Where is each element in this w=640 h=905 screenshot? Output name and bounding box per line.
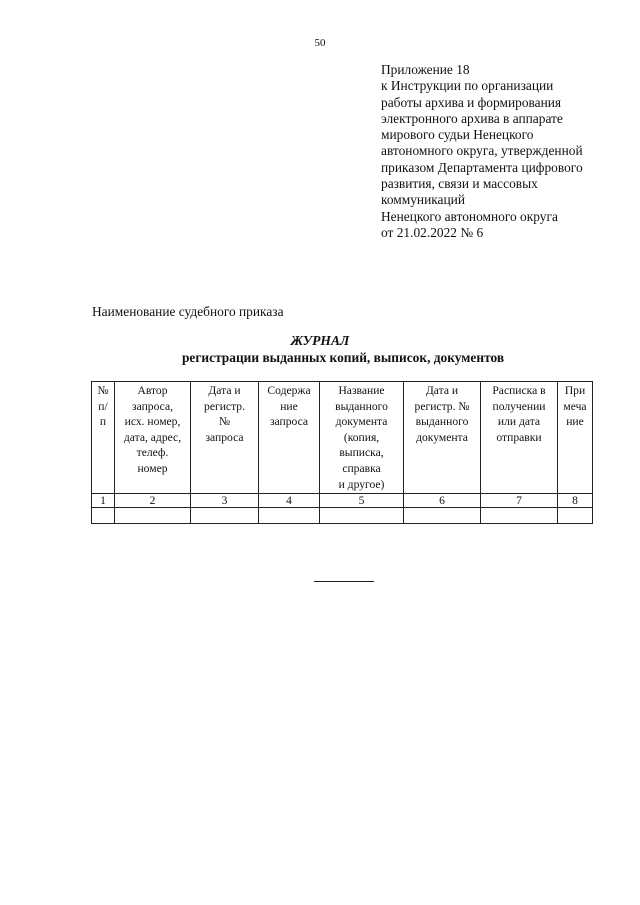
header-line: регистр. [204, 399, 245, 413]
header-line: ние [566, 415, 584, 429]
journal-table [91, 381, 593, 524]
header-line: № [218, 415, 231, 429]
appendix-line: коммуникаций [381, 192, 465, 208]
appendix-line: Приложение 18 [381, 62, 470, 77]
appendix-line: мирового судьи Ненецкого [381, 127, 534, 143]
header-cell-receipt [481, 382, 558, 494]
empty-cell [191, 508, 259, 524]
header-line: выданного [415, 415, 469, 429]
header-cell-issued-date [404, 382, 481, 494]
appendix-line: развития, связи и массовых [381, 176, 538, 192]
column-number-cell: 8 [558, 494, 593, 508]
header-line: и другое) [338, 477, 385, 491]
journal-subtitle: регистрации выданных копий, выписок, документов [181, 350, 505, 365]
header-line: или дата [497, 415, 541, 429]
appendix-line: электронного архива в аппарате [381, 110, 563, 126]
header-line: выписка, [339, 446, 384, 460]
header-cell-request-content [259, 382, 320, 494]
empty-cell [259, 508, 320, 524]
table-row [92, 508, 593, 524]
header-line: меча [563, 399, 587, 413]
header-cell-request-date [191, 382, 259, 494]
order-name-label: Наименование судебного приказа [92, 304, 284, 319]
empty-cell [558, 508, 593, 524]
header-line: ние [280, 399, 298, 413]
column-number-row [92, 494, 593, 508]
table-header-row [92, 382, 593, 494]
column-number-cell: 2 [115, 494, 191, 508]
header-line: № [97, 384, 109, 397]
appendix-line: приказом Департамента цифрового [381, 159, 583, 175]
header-cell-note [558, 382, 593, 494]
header-line: справка [342, 461, 381, 475]
empty-cell [404, 508, 481, 524]
empty-cell [481, 508, 558, 524]
header-line: запроса, [132, 399, 173, 413]
appendix-line: от 21.02.2022 № 6 [381, 224, 484, 240]
header-line: (копия, [343, 430, 380, 444]
journal-title: ЖУРНАЛ [290, 333, 350, 348]
header-cell-document-name [320, 382, 404, 494]
column-number-cell: 1 [92, 494, 115, 508]
page-number: 50 [314, 37, 326, 49]
header-line: запроса [269, 415, 309, 429]
header-line: документа [335, 415, 388, 429]
appendix-line: автономного округа, утвержденной [381, 143, 583, 159]
column-number-cell: 5 [320, 494, 404, 508]
header-line: п/ [98, 399, 108, 413]
empty-cell [92, 508, 115, 524]
appendix-line: к Инструкции по организации [381, 78, 554, 94]
header-line: получении [492, 399, 546, 413]
header-line: Содержа [267, 384, 311, 397]
empty-cell [320, 508, 404, 524]
appendix-approval-block [381, 62, 621, 241]
appendix-line: Ненецкого автономного округа [381, 208, 558, 224]
header-line: Дата и [425, 384, 459, 397]
header-line: телеф. [136, 446, 169, 460]
empty-cell [115, 508, 191, 524]
header-line: Автор [137, 384, 168, 397]
header-line: номер [137, 461, 168, 475]
header-cell-number [92, 382, 115, 494]
appendix-line: работы архива и формирования [381, 94, 562, 110]
header-line: исх. номер, [124, 415, 181, 429]
header-line: Расписка в [492, 384, 546, 397]
column-number-cell: 7 [481, 494, 558, 508]
header-line: дата, адрес, [123, 430, 182, 444]
header-line: Дата и [208, 384, 241, 397]
header-line: При [564, 384, 586, 397]
column-number-cell: 6 [404, 494, 481, 508]
header-line: выданного [335, 399, 388, 413]
header-line: п [99, 415, 107, 429]
header-cell-author [115, 382, 191, 494]
closing-rule [314, 581, 374, 582]
header-line: регистр. № [414, 399, 470, 413]
header-line: Название [338, 384, 385, 397]
column-number-cell: 4 [259, 494, 320, 508]
header-line: документа [416, 430, 468, 444]
header-line: запроса [205, 430, 244, 444]
column-number-cell: 3 [191, 494, 259, 508]
header-line: отправки [496, 430, 542, 444]
